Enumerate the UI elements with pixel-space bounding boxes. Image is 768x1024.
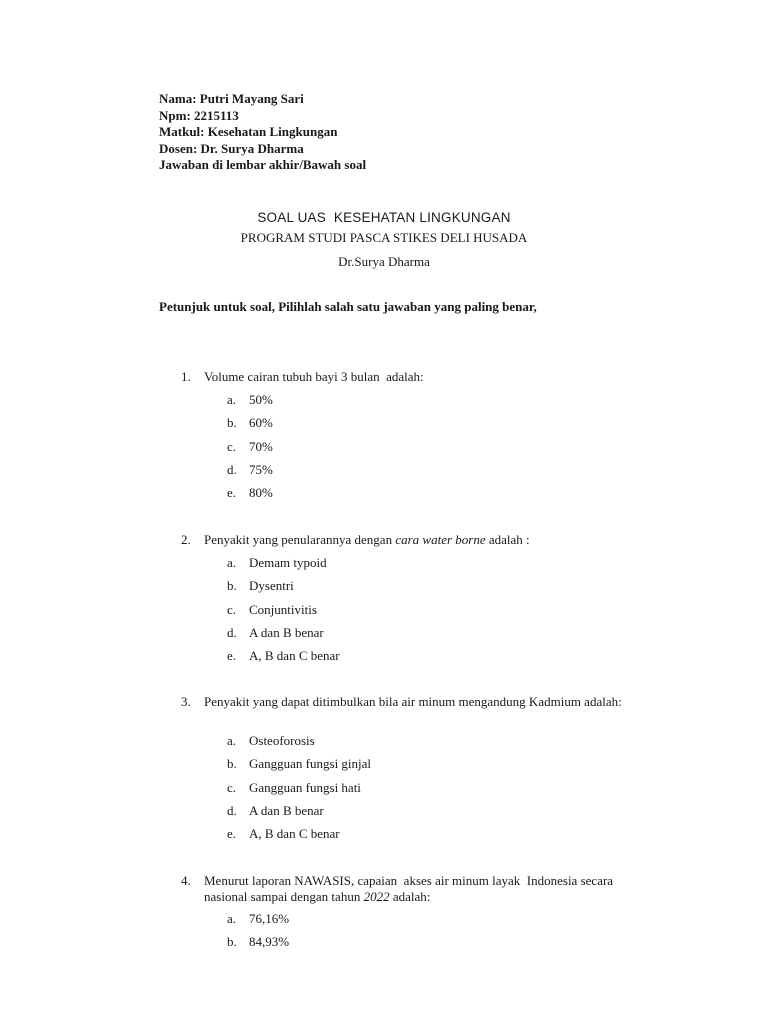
student-name: Nama: Putri Mayang Sari <box>159 91 304 106</box>
option-text: 75% <box>249 462 273 477</box>
option-text: 80% <box>249 485 273 500</box>
instruction-text: Petunjuk untuk soal, Pilihlah salah satu jawaban yang paling benar, <box>159 299 537 314</box>
option-text: Gangguan fungsi hati <box>249 780 361 795</box>
title-lecturer: Dr.Surya Dharma <box>338 254 430 269</box>
option-text: A dan B benar <box>249 803 324 818</box>
question-text-end: adalah : <box>485 532 530 547</box>
question-text-italic: cara water borne <box>395 532 486 547</box>
document-title: SOAL UAS KESEHATAN LINGKUNGAN <box>257 210 511 225</box>
option-letter: d. <box>227 625 237 640</box>
option-letter: a. <box>227 733 237 748</box>
option-letter: e. <box>227 826 237 841</box>
question-text <box>204 873 644 905</box>
option-text: 76,16% <box>249 911 290 926</box>
student-npm: Npm: 2215113 <box>159 107 239 123</box>
option-text: Demam typoid <box>249 555 327 570</box>
option-text: A, B dan C benar <box>249 648 340 663</box>
option-text: 50% <box>249 392 273 407</box>
option-text: Osteoforosis <box>249 733 315 748</box>
option-letter: b. <box>227 415 237 430</box>
question-text-start: Menurut laporan NAWASIS, capaian akses air minum layak Indonesia secara nasional sampai dengan tahun <box>204 873 617 904</box>
question-text: Penyakit yang dapat ditimbulkan bila air minum mengandung Kadmium adalah: <box>204 694 622 709</box>
option-text: A, B dan C benar <box>249 826 340 841</box>
student-info-block <box>159 91 366 174</box>
option-letter: c. <box>227 780 237 795</box>
option-text: 60% <box>249 415 273 430</box>
question-text: Volume cairan tubuh bayi 3 bulan adalah: <box>204 369 424 384</box>
option-text: 84,93% <box>249 934 290 949</box>
question-text-end: adalah: <box>389 889 431 904</box>
question-number: 3. <box>181 694 191 709</box>
option-text: Conjuntivitis <box>249 602 317 617</box>
option-letter: b. <box>227 934 237 949</box>
option-letter: a. <box>227 392 237 407</box>
answer-note: Jawaban di lembar akhir/Bawah soal <box>159 157 367 172</box>
option-letter: e. <box>227 485 237 500</box>
title-block <box>0 209 768 270</box>
course-name: Matkul: Kesehatan Lingkungan <box>159 124 338 139</box>
option-letter: a. <box>227 911 237 926</box>
option-letter: c. <box>227 439 237 454</box>
option-letter: d. <box>227 803 237 818</box>
question-text-start: Penyakit yang penularannya dengan <box>204 532 396 547</box>
option-letter: b. <box>227 756 237 771</box>
option-text: Dysentri <box>249 578 294 593</box>
question-number: 2. <box>181 532 191 547</box>
question-number: 1. <box>181 369 191 384</box>
option-text: Gangguan fungsi ginjal <box>249 756 372 771</box>
option-text: A dan B benar <box>249 625 324 640</box>
question-text-italic: 2022 <box>363 889 390 904</box>
option-letter: c. <box>227 602 237 617</box>
question-text <box>204 532 644 548</box>
option-letter: b. <box>227 578 237 593</box>
option-letter: a. <box>227 555 237 570</box>
lecturer-name: Dosen: Dr. Surya Dharma <box>159 140 304 156</box>
option-letter: e. <box>227 648 237 663</box>
option-letter: d. <box>227 462 237 477</box>
question-number: 4. <box>181 873 191 888</box>
program-subtitle: PROGRAM STUDI PASCA STIKES DELI HUSADA <box>240 230 528 245</box>
option-text: 70% <box>249 439 273 454</box>
